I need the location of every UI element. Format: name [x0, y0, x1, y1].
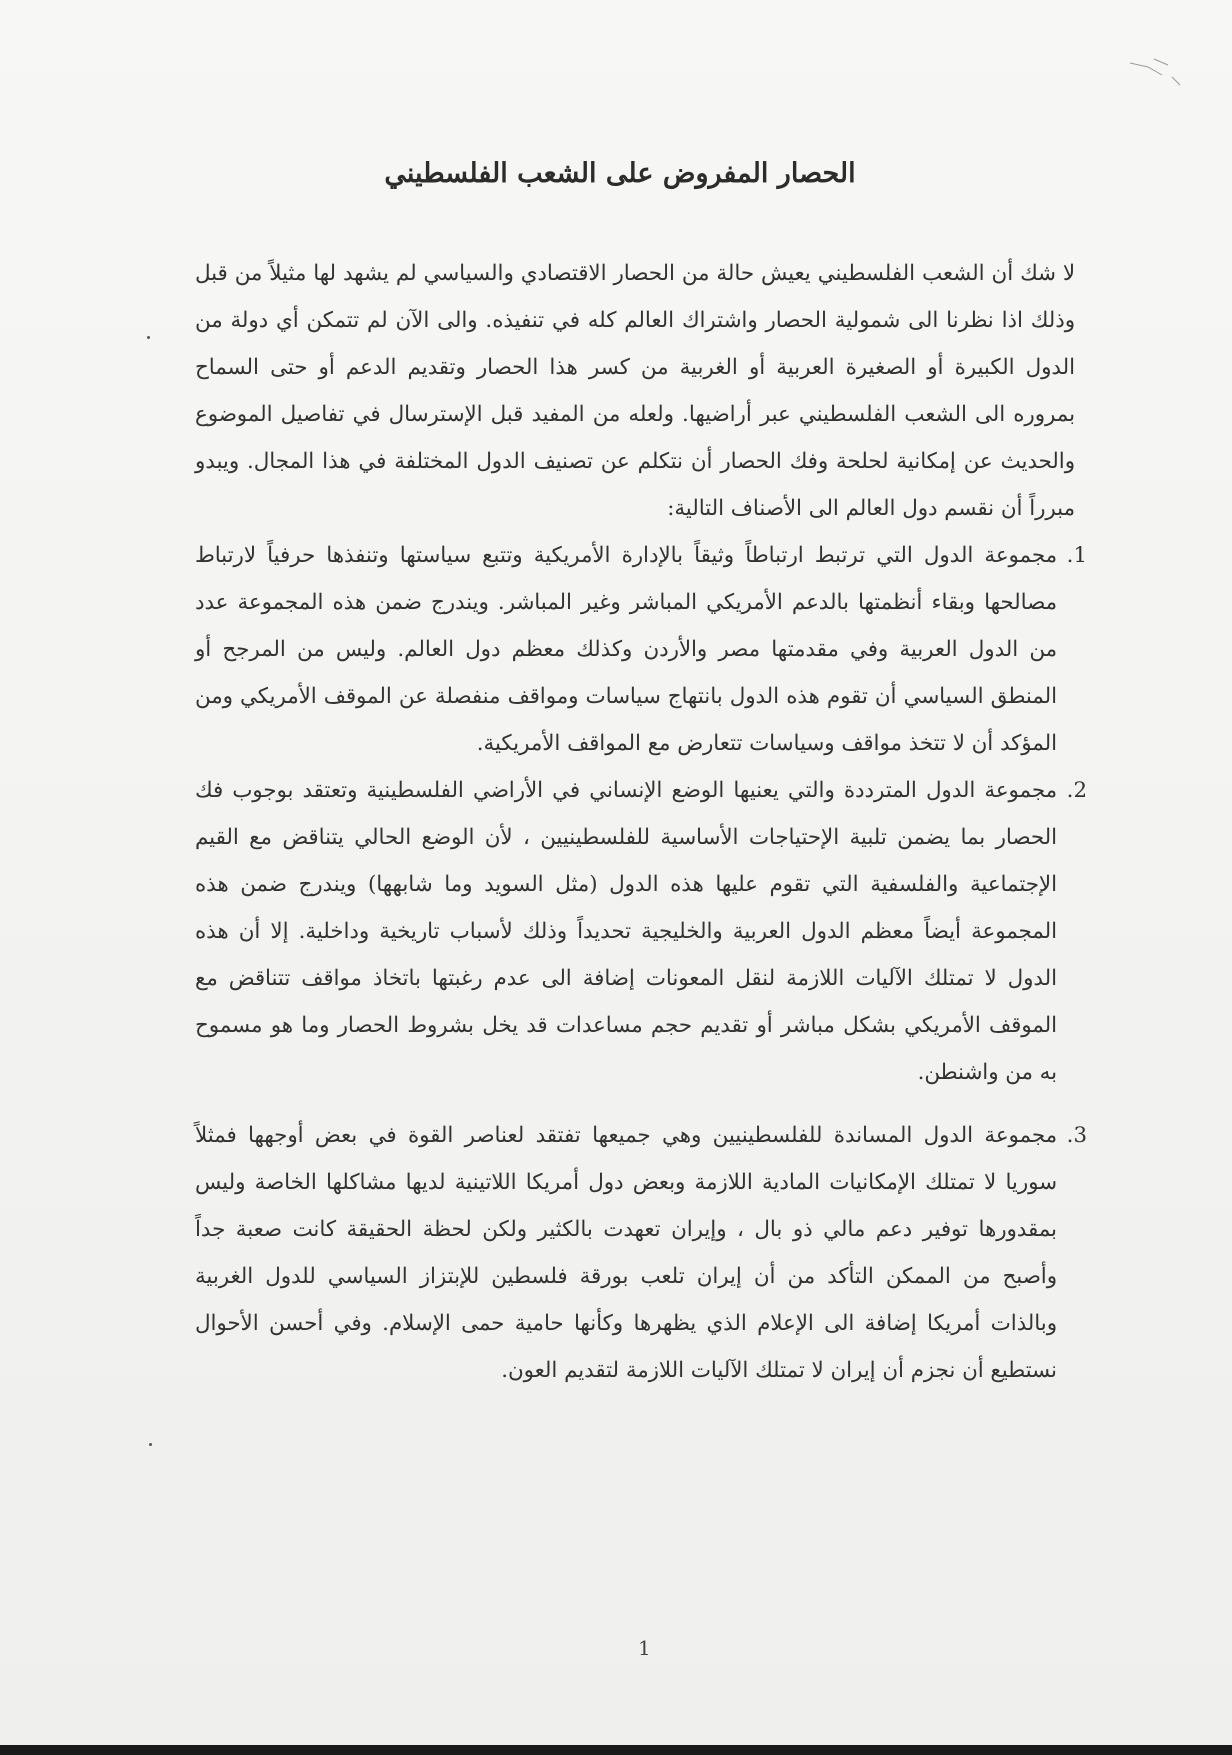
scan-speck — [147, 336, 150, 339]
document-body — [195, 250, 1087, 1394]
country-groups-list — [195, 532, 1087, 1394]
document-title: الحصار المفروض على الشعب الفلسطيني — [384, 158, 856, 189]
scan-bottom-edge — [0, 1745, 1232, 1755]
scan-speck — [149, 1443, 152, 1446]
list-item-number: .3 — [1066, 1123, 1087, 1148]
list-item — [195, 767, 1087, 1096]
intro-paragraph: لا شك أن الشعب الفلسطيني يعيش حالة من الحصار الاقتصادي والسياسي لم يشهد لها مثيلاً من قبل وذلك اذا نظرنا الى شمولية الحصار واشتراك العالم كله في تنفيذه. والى الآن لم تتمكن أي دولة من الدول الكبيرة أو الصغيرة العربية أو الغربية من كسر هذا الحصار وتقديم الدعم أو حتى السماح بمروره الى الشعب الفلسطيني عبر أراضيها. ولعله من المفيد قبل الإسترسال في تفاصيل الموضوع والحديث عن إمكانية لحلحة وفك الحصار أن نتكلم عن تصنيف الدول المختلفة في هذا المجال. ويبدو مبرراً أن نقسم دول العالم الى الأصناف التالية: — [195, 261, 1075, 521]
page-number: 1 — [638, 1636, 651, 1660]
list-item-text: مجموعة الدول التي ترتبط ارتباطاً وثيقاً بالإدارة الأمريكية وتتبع سياستها وتنفذها حرفياً لارتباط مصالحها وبقاء أنظمتها بالدعم الأمريكي المباشر وغير المباشر. ويندرج ضمن هذه المجموعة عدد من الدول العربية وفي مقدمتها مصر والأردن وكذلك معظم دول العالم. وليس من المرجح أو المنطق السياسي أن تقوم هذه الدول بانتهاج سياسات ومواقف منفصلة عن الموقف الأمريكي ومن المؤكد أن لا تتخذ مواقف وسياسات تتعارض مع المواقف الأمريكية. — [195, 543, 1057, 756]
list-item-text: مجموعة الدول المترددة والتي يعنيها الوضع الإنساني في الأراضي الفلسطينية وتعتقد بوجوب فك الحصار بما يضمن تلبية الإحتياجات الأساسية للفلسطينيين ، لأن الوضع الحالي يتناقض مع القيم الإجتماعية والفلسفية التي تقوم عليها هذه الدول (مثل السويد وما شابهها) ويندرج ضمن هذه المجموعة أيضاً معظم الدول العربية والخليجية تحديداً وذلك لأسباب تاريخية وداخلية. إلا أن هذه الدول لا تمتلك الآليات اللازمة لنقل المعونات إضافة الى عدم رغبتها باتخاذ مواقف تتناقض مع الموقف الأمريكي بشكل مباشر أو تقديم حجم مساعدات قد يخل بشروط الحصار وما هو مسموح به من واشنطن. — [195, 778, 1057, 1085]
list-item-text: مجموعة الدول المساندة للفلسطينيين وهي جميعها تفتقد لعناصر القوة في بعض أوجهها فمثلاً سوريا لا تمتلك الإمكانيات المادية اللازمة وبعض دول أمريكا اللاتينية لديها مشاكلها الخاصة وليس بمقدورها توفير دعم مالي ذو بال ، وإيران تعهدت بالكثير ولكن لحظة الحقيقة كانت صعبة جداً وأصبح من الممكن التأكد من أن إيران تلعب بورقة فلسطين للإبتزاز السياسي للدول الغربية وبالذات أمريكا إضافة الى الإعلام الذي يظهرها وكأنها حامية حمى الإسلام. وفي أحسن الأحوال نستطيع أن نجزم أن إيران لا تمتلك الآليات اللازمة لتقديم العون. — [195, 1123, 1057, 1383]
list-item — [195, 1112, 1087, 1394]
list-item-number: .2 — [1066, 778, 1087, 803]
list-item-number: .1 — [1066, 543, 1087, 568]
list-item — [195, 532, 1087, 767]
scan-mark — [1128, 55, 1188, 95]
